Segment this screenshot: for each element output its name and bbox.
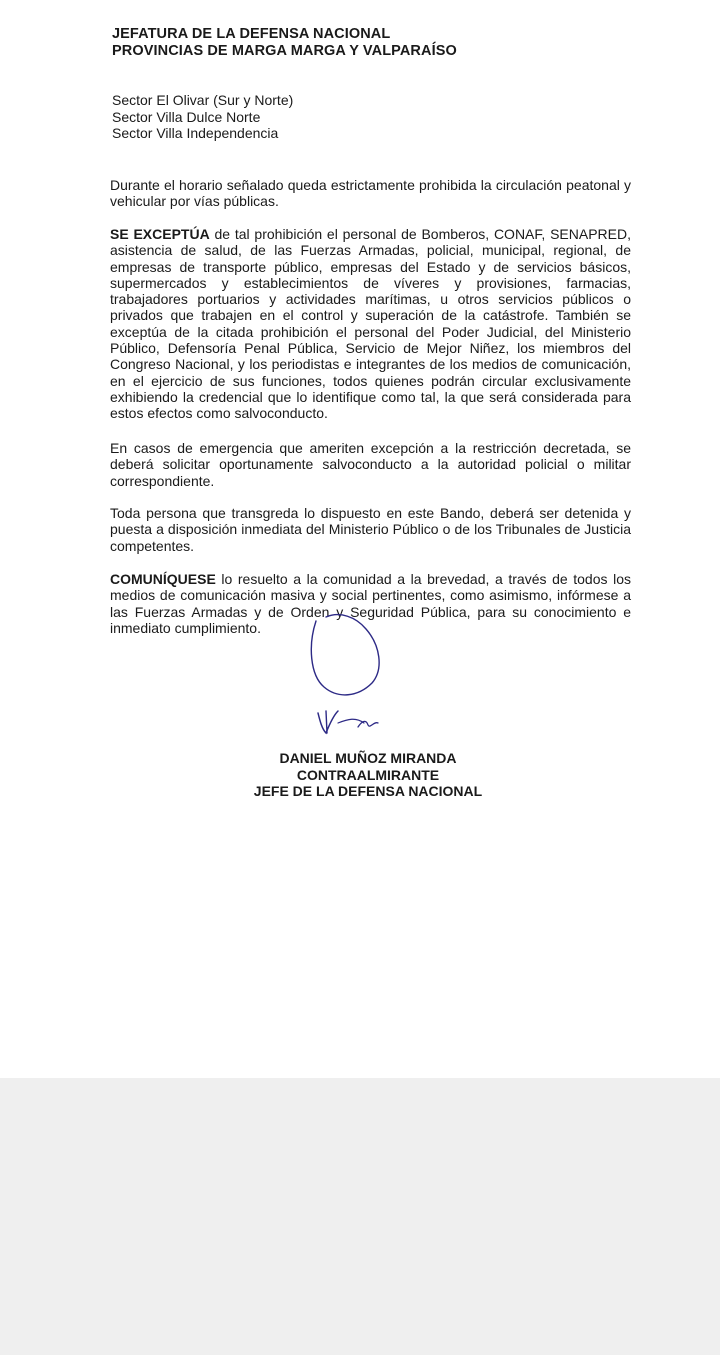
signer-position: JEFE DE LA DEFENSA NACIONAL [253, 783, 483, 799]
sector-item: Sector El Olivar (Sur y Norte) [112, 92, 294, 108]
sector-list [112, 92, 293, 142]
communication-lead: COMUNÍQUESE [110, 571, 216, 587]
sector-item: Sector Villa Dulce Norte [112, 108, 261, 125]
signer-block [230, 750, 506, 800]
detention-paragraph: Toda persona que transgreda lo dispuesto en este Bando, deberá ser detenida y puesta a disposición inmediata del Ministerio Público o de los Tribunales de Justicia competentes. [110, 505, 631, 554]
exceptions-lead: SE EXCEPTÚA [110, 226, 210, 242]
header-line-1: JEFATURA DE LA DEFENSA NACIONAL [112, 26, 391, 42]
exceptions-body: de tal prohibición el personal de Bomberos, CONAF, SENAPRED, asistencia de salud, de las Fuerzas Armadas, policial, municipal, regional, de empresas de transporte público, empresas del Estado y de servicios básicos, supermercados y establecimientos de víveres y provisiones, farmacias, trabajadores portuarios y actividades marítimas, u otros servicios públicos o privados que trabajen en el control y superación de la catástrofe. También se exceptúa de la citada prohibición el personal del Poder Judicial, del Ministerio Público, Defensoría Penal Pública, Servicio de Mejor Niñez, los miembros del Congreso Nacional, y los periodistas e integrantes de los medios de comunicación, en el ejercicio de sus funciones, todos quienes podrán circular exclusivamente exhibiendo la credencial que lo identifique como tal, la que será considerada para estos efectos como salvoconducto. [110, 226, 631, 422]
emergency-paragraph: En casos de emergencia que ameriten excepción a la restricción decretada, se deberá solicitar oportunamente salvoconducto a la autoridad policial o militar correspondiente. [110, 440, 631, 489]
document-header [112, 26, 457, 60]
communication-body: lo resuelto a la comunidad a la brevedad, a través de todos los medios de comunicación masiva y social pertinentes, como asimismo, infórmese a las Fuerzas Armadas y de Orden y Seguridad Pública, para su conocimiento e inmediato cumplimiento. [110, 571, 631, 636]
handwritten-signature [300, 605, 390, 740]
header-line-2: PROVINCIAS DE MARGA MARGA Y VALPARAÍSO [112, 43, 457, 59]
signer-name: DANIEL MUÑOZ MIRANDA [279, 750, 457, 766]
sector-item: Sector Villa Independencia [112, 125, 279, 141]
signer-rank: CONTRAALMIRANTE [296, 766, 440, 783]
prohibition-paragraph: Durante el horario señalado queda estrictamente prohibida la circulación peatonal y vehicular por vías públicas. [110, 177, 631, 210]
exceptions-paragraph [110, 226, 631, 422]
